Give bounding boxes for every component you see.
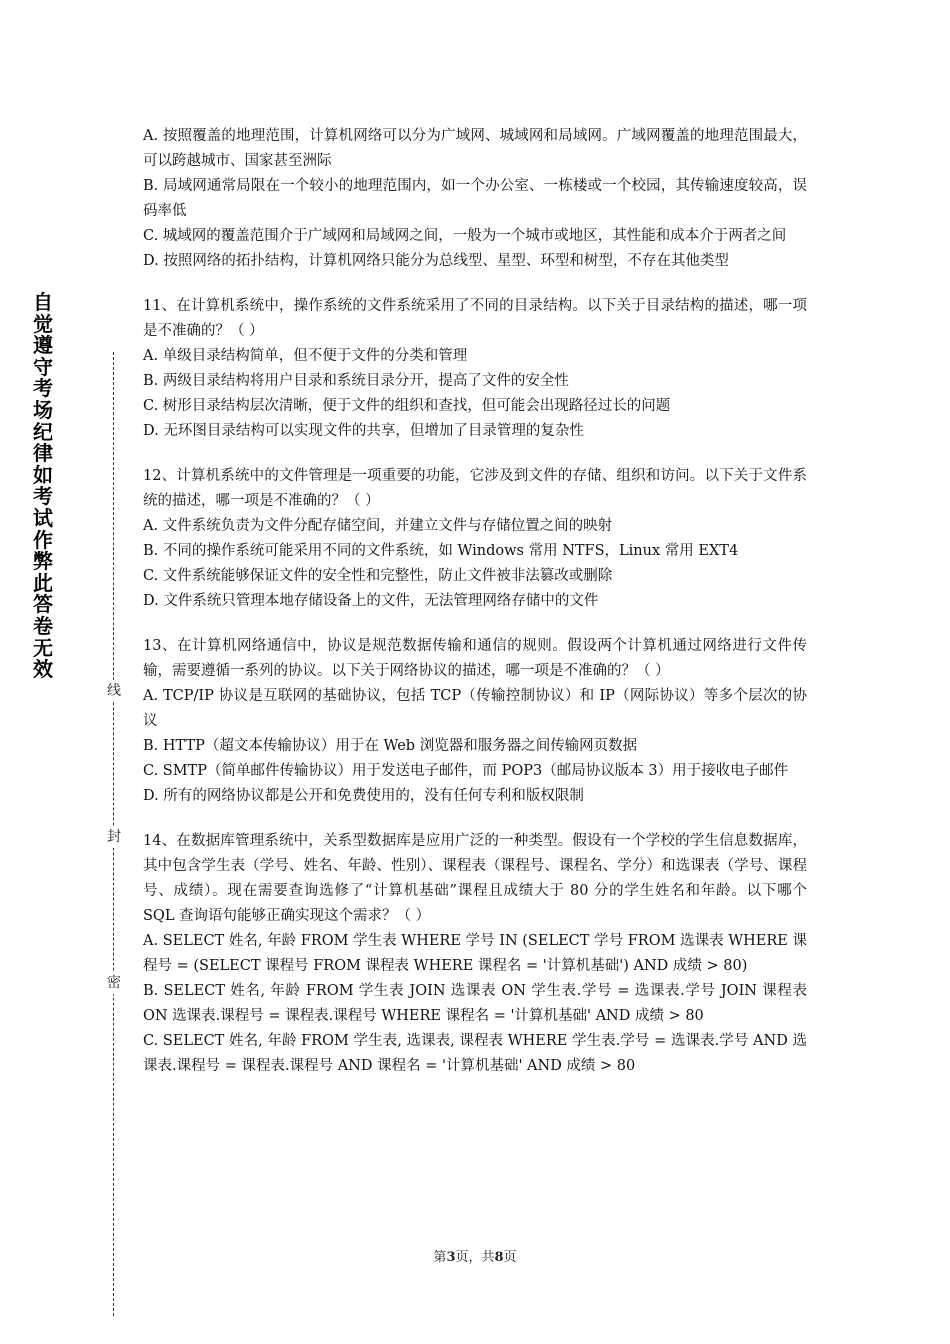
option-d: D. 无环图目录结构可以实现文件的共享，但增加了目录管理的复杂性 xyxy=(143,423,584,439)
option-b: B. 局域网通常局限在一个较小的地理范围内，如一个办公室、一栋楼或一个校园，其传输速度较高，误码率低 xyxy=(143,178,807,219)
option-d: D. 所有的网络协议都是公开和免费使用的，没有任何专利和版权限制 xyxy=(143,788,584,804)
option-a: A. 按照覆盖的地理范围，计算机网络可以分为广域网、城域网和局域网。广域网覆盖的地理范围最大，可以跨越城市、国家甚至洲际 xyxy=(143,128,807,169)
option-b: B. 两级目录结构将用户目录和系统目录分开，提高了文件的安全性 xyxy=(143,373,569,389)
page-number-footer xyxy=(0,1246,950,1265)
question-stem: 13、在计算机网络通信中，协议是规范数据传输和通信的规则。假设两个计算机通过网络进行文件传输，需要遵循一系列的协议。以下关于网络协议的描述，哪一项是不准确的？（ ） xyxy=(143,638,807,679)
question-10-options xyxy=(143,124,807,274)
option-a: A. 文件系统负责为文件分配存储空间，并建立文件与存储位置之间的映射 xyxy=(143,518,613,534)
total-pages: 8 xyxy=(494,1250,504,1265)
footer-middle: 页，共 xyxy=(455,1250,495,1265)
question-14 xyxy=(143,829,807,1079)
binding-label-close: 密 xyxy=(106,972,122,994)
current-page: 3 xyxy=(446,1250,456,1265)
binding-label-seal: 封 xyxy=(106,826,122,848)
option-b: B. HTTP（超文本传输协议）用于在 Web 浏览器和服务器之间传输网页数据 xyxy=(143,738,638,754)
option-c: C. 文件系统能够保证文件的安全性和完整性，防止文件被非法篡改或删除 xyxy=(143,568,613,584)
question-stem: 11、在计算机系统中，操作系统的文件系统采用了不同的目录结构。以下关于目录结构的描述，哪一项是不准确的？（ ） xyxy=(143,298,807,339)
option-b: B. SELECT 姓名, 年龄 FROM 学生表 JOIN 选课表 ON 学生表.学号 = 选课表.学号 JOIN 课程表 ON 选课表.课程号 = 课程表.课程号 WHERE 课程名 = '计算机基础' AND 成绩 > 80 xyxy=(143,983,807,1024)
option-a: A. 单级目录结构简单，但不便于文件的分类和管理 xyxy=(143,348,468,364)
footer-prefix: 第 xyxy=(433,1250,447,1265)
option-c: C. 树形目录结构层次清晰，便于文件的组织和查找，但可能会出现路径过长的问题 xyxy=(143,398,671,414)
question-12 xyxy=(143,464,807,614)
option-c: C. SMTP（简单邮件传输协议）用于发送电子邮件，而 POP3（邮局协议版本 3）用于接收电子邮件 xyxy=(143,763,789,779)
option-a: A. TCP/IP 协议是互联网的基础协议，包括 TCP（传输控制协议）和 IP（网际协议）等多个层次的协议 xyxy=(143,688,807,729)
question-stem: 14、在数据库管理系统中，关系型数据库是应用广泛的一种类型。假设有一个学校的学生信息数据库，其中包含学生表（学号、姓名、年龄、性别）、课程表（课程号、课程名、学分）和选课表（学号、课程号、成绩）。现在需要查询选修了“计算机基础”课程且成绩大于 80 分的学生姓名和年龄。以下哪个 SQL 查询语句能够正确实现这个需求？（ ） xyxy=(143,833,807,924)
option-c: C. 城域网的覆盖范围介于广域网和局域网之间，一般为一个城市或地区，其性能和成本介于两者之间 xyxy=(143,228,787,244)
binding-label-line: 线 xyxy=(106,680,122,702)
option-d: D. 文件系统只管理本地存储设备上的文件，无法管理网络存储中的文件 xyxy=(143,593,599,609)
footer-suffix: 页 xyxy=(503,1250,517,1265)
question-13 xyxy=(143,634,807,809)
option-b: B. 不同的操作系统可能采用不同的文件系统，如 Windows 常用 NTFS，Linux 常用 EXT4 xyxy=(143,543,739,559)
exam-discipline-notice: 自觉遵守考场纪律如考试作弊此答卷无效 xyxy=(33,290,53,682)
exam-content xyxy=(143,124,807,1079)
option-c: C. SELECT 姓名, 年龄 FROM 学生表, 选课表, 课程表 WHERE 学生表.学号 = 选课表.学号 AND 选课表.课程号 = 课程表.课程号 AND 课程名 = '计算机基础' AND 成绩 > 80 xyxy=(143,1033,807,1074)
option-a: A. SELECT 姓名, 年龄 FROM 学生表 WHERE 学号 IN (SELECT 学号 FROM 选课表 WHERE 课程号 = (SELECT 课程号 FROM 课程表 WHERE 课程名 = '计算机基础') AND 成绩 > 80) xyxy=(143,933,807,974)
option-d: D. 按照网络的拓扑结构，计算机网络只能分为总线型、星型、环型和树型，不存在其他类型 xyxy=(143,253,729,269)
question-stem: 12、计算机系统中的文件管理是一项重要的功能，它涉及到文件的存储、组织和访问。以下关于文件系统的描述，哪一项是不准确的？（ ） xyxy=(143,468,807,509)
question-11 xyxy=(143,294,807,444)
